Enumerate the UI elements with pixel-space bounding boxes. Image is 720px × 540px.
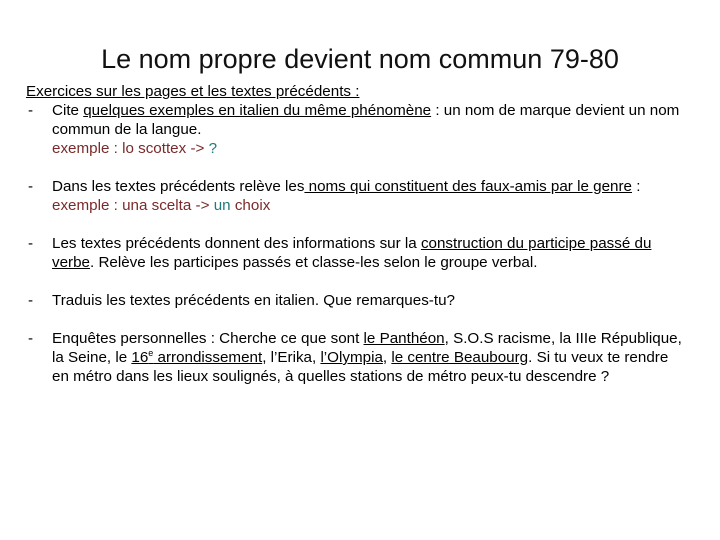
underlined-phrase: noms qui constituent des faux-amis par le genre xyxy=(304,178,632,195)
item-dash: - xyxy=(28,330,34,347)
text-segment: Les textes précédents donnent des informations sur la xyxy=(52,235,421,252)
text-segment: : un nom de marque devient un nom commun de la langue. xyxy=(52,102,680,138)
item-5-text xyxy=(52,329,686,386)
item-1-example xyxy=(52,139,686,158)
slide-content xyxy=(26,82,686,386)
item-2-text xyxy=(52,177,686,196)
exercise-heading: Exercices sur les pages et les textes précédents : xyxy=(26,83,360,100)
item-dash: - xyxy=(28,292,34,309)
text-segment: , S.O.S racisme, la IIIe République, la Seine, le xyxy=(52,330,682,366)
item-dash: - xyxy=(28,235,34,252)
underlined-phrase xyxy=(131,349,262,366)
exercise-item-1 xyxy=(26,101,686,158)
text-segment: , xyxy=(382,349,392,366)
example-answer: un xyxy=(213,197,231,214)
text-segment: Dans les textes précédents relève les xyxy=(52,178,305,195)
item-3-text xyxy=(52,234,686,272)
text-segment: Enquêtes personnelles : Cherche ce que sont xyxy=(52,330,364,347)
example-answer: ? xyxy=(208,140,218,157)
exercise-item-2 xyxy=(26,177,686,215)
underlined-phrase: construction du participe passé du verbe xyxy=(52,235,652,271)
example-text: exemple : una scelta -> xyxy=(52,197,210,214)
item-4-text: Traduis les textes précédents en italien. Que remarques-tu? xyxy=(52,292,455,309)
text-segment: . Relève les participes passés et classe-les selon le groupe verbal. xyxy=(90,254,538,271)
example-tail: choix xyxy=(234,197,271,214)
item-dash: - xyxy=(28,178,34,195)
example-text: exemple : lo scottex -> xyxy=(52,140,205,157)
text-segment: Cite xyxy=(52,102,84,119)
underlined-phrase: quelques exemples en italien du même phénomène xyxy=(83,102,432,119)
text-segment: : xyxy=(631,178,641,195)
ordinal-word: arrondissement xyxy=(153,349,263,366)
slide-title: Le nom propre devient nom commun 79-80 xyxy=(101,44,619,74)
ordinal-number: 16 xyxy=(131,349,149,366)
text-segment: . Si tu veux te rendre en métro dans les lieux soulignés, à quelles stations de métro peux-tu descendre ? xyxy=(52,349,669,385)
underlined-phrase: l’Olympia xyxy=(320,349,383,366)
item-dash: - xyxy=(28,102,34,119)
exercise-item-3 xyxy=(26,234,686,272)
ordinal-suffix: e xyxy=(148,347,154,358)
exercise-item-4 xyxy=(26,291,686,310)
underlined-phrase: le Panthéon xyxy=(363,330,445,347)
item-1-text xyxy=(52,101,686,139)
exercise-item-5 xyxy=(26,329,686,386)
text-segment: , l’Erika, xyxy=(262,349,321,366)
underlined-phrase: le centre Beaubourg xyxy=(391,349,529,366)
item-2-example xyxy=(52,196,686,215)
